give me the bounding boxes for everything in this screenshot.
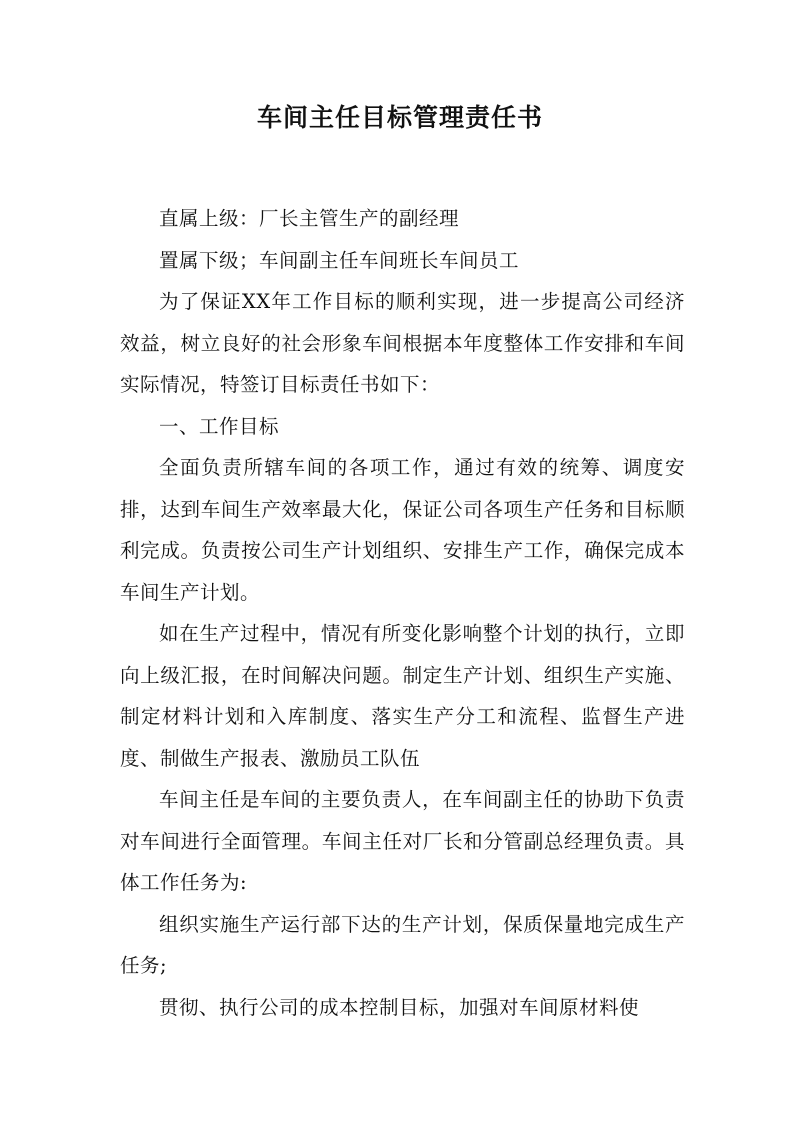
document-title: 车间主任目标管理责任书	[256, 103, 543, 132]
paragraph-subordinates: 置属下级；车间副主任车间班长车间员工	[159, 248, 520, 272]
section-heading-work-goals: 一、工作目标	[159, 414, 280, 438]
document-body	[120, 198, 685, 1028]
paragraph-purpose: 为了保证XX年工作目标的顺利实现，进一步提高公司经济效益，树立良好的社会形象车间根据本年度整体工作安排和车间实际情况，特签订目标责任书如下：	[120, 290, 685, 396]
paragraph-plan-changes: 如在生产过程中，情况有所变化影响整个计划的执行，立即向上级汇报，在时间解决问题。制定生产计划、组织生产实施、制定材料计划和入库制度、落实生产分工和流程、监督生产进度、制做生产报表、激励员工队伍	[120, 622, 685, 770]
paragraph-overall-responsibility: 全面负责所辖车间的各项工作，通过有效的统筹、调度安排，达到车间生产效率最大化，保证公司各项生产任务和目标顺利完成。负责按公司生产计划组织、安排生产工作，确保完成本车间生产计划。	[120, 456, 685, 604]
paragraph-task-cost-control: 贯彻、执行公司的成本控制目标，加强对车间原材料使	[159, 995, 640, 1019]
paragraph-direct-superior: 直属上级：厂长主管生产的副经理	[159, 207, 460, 230]
paragraph-director-role: 车间主任是车间的主要负责人，在车间副主任的协助下负责对车间进行全面管理。车间主任对厂长和分管副总经理负责。具体工作任务为:	[120, 788, 685, 894]
paragraph-task-production: 组织实施生产运行部下达的生产计划，保质保量地完成生产任务;	[120, 912, 685, 977]
